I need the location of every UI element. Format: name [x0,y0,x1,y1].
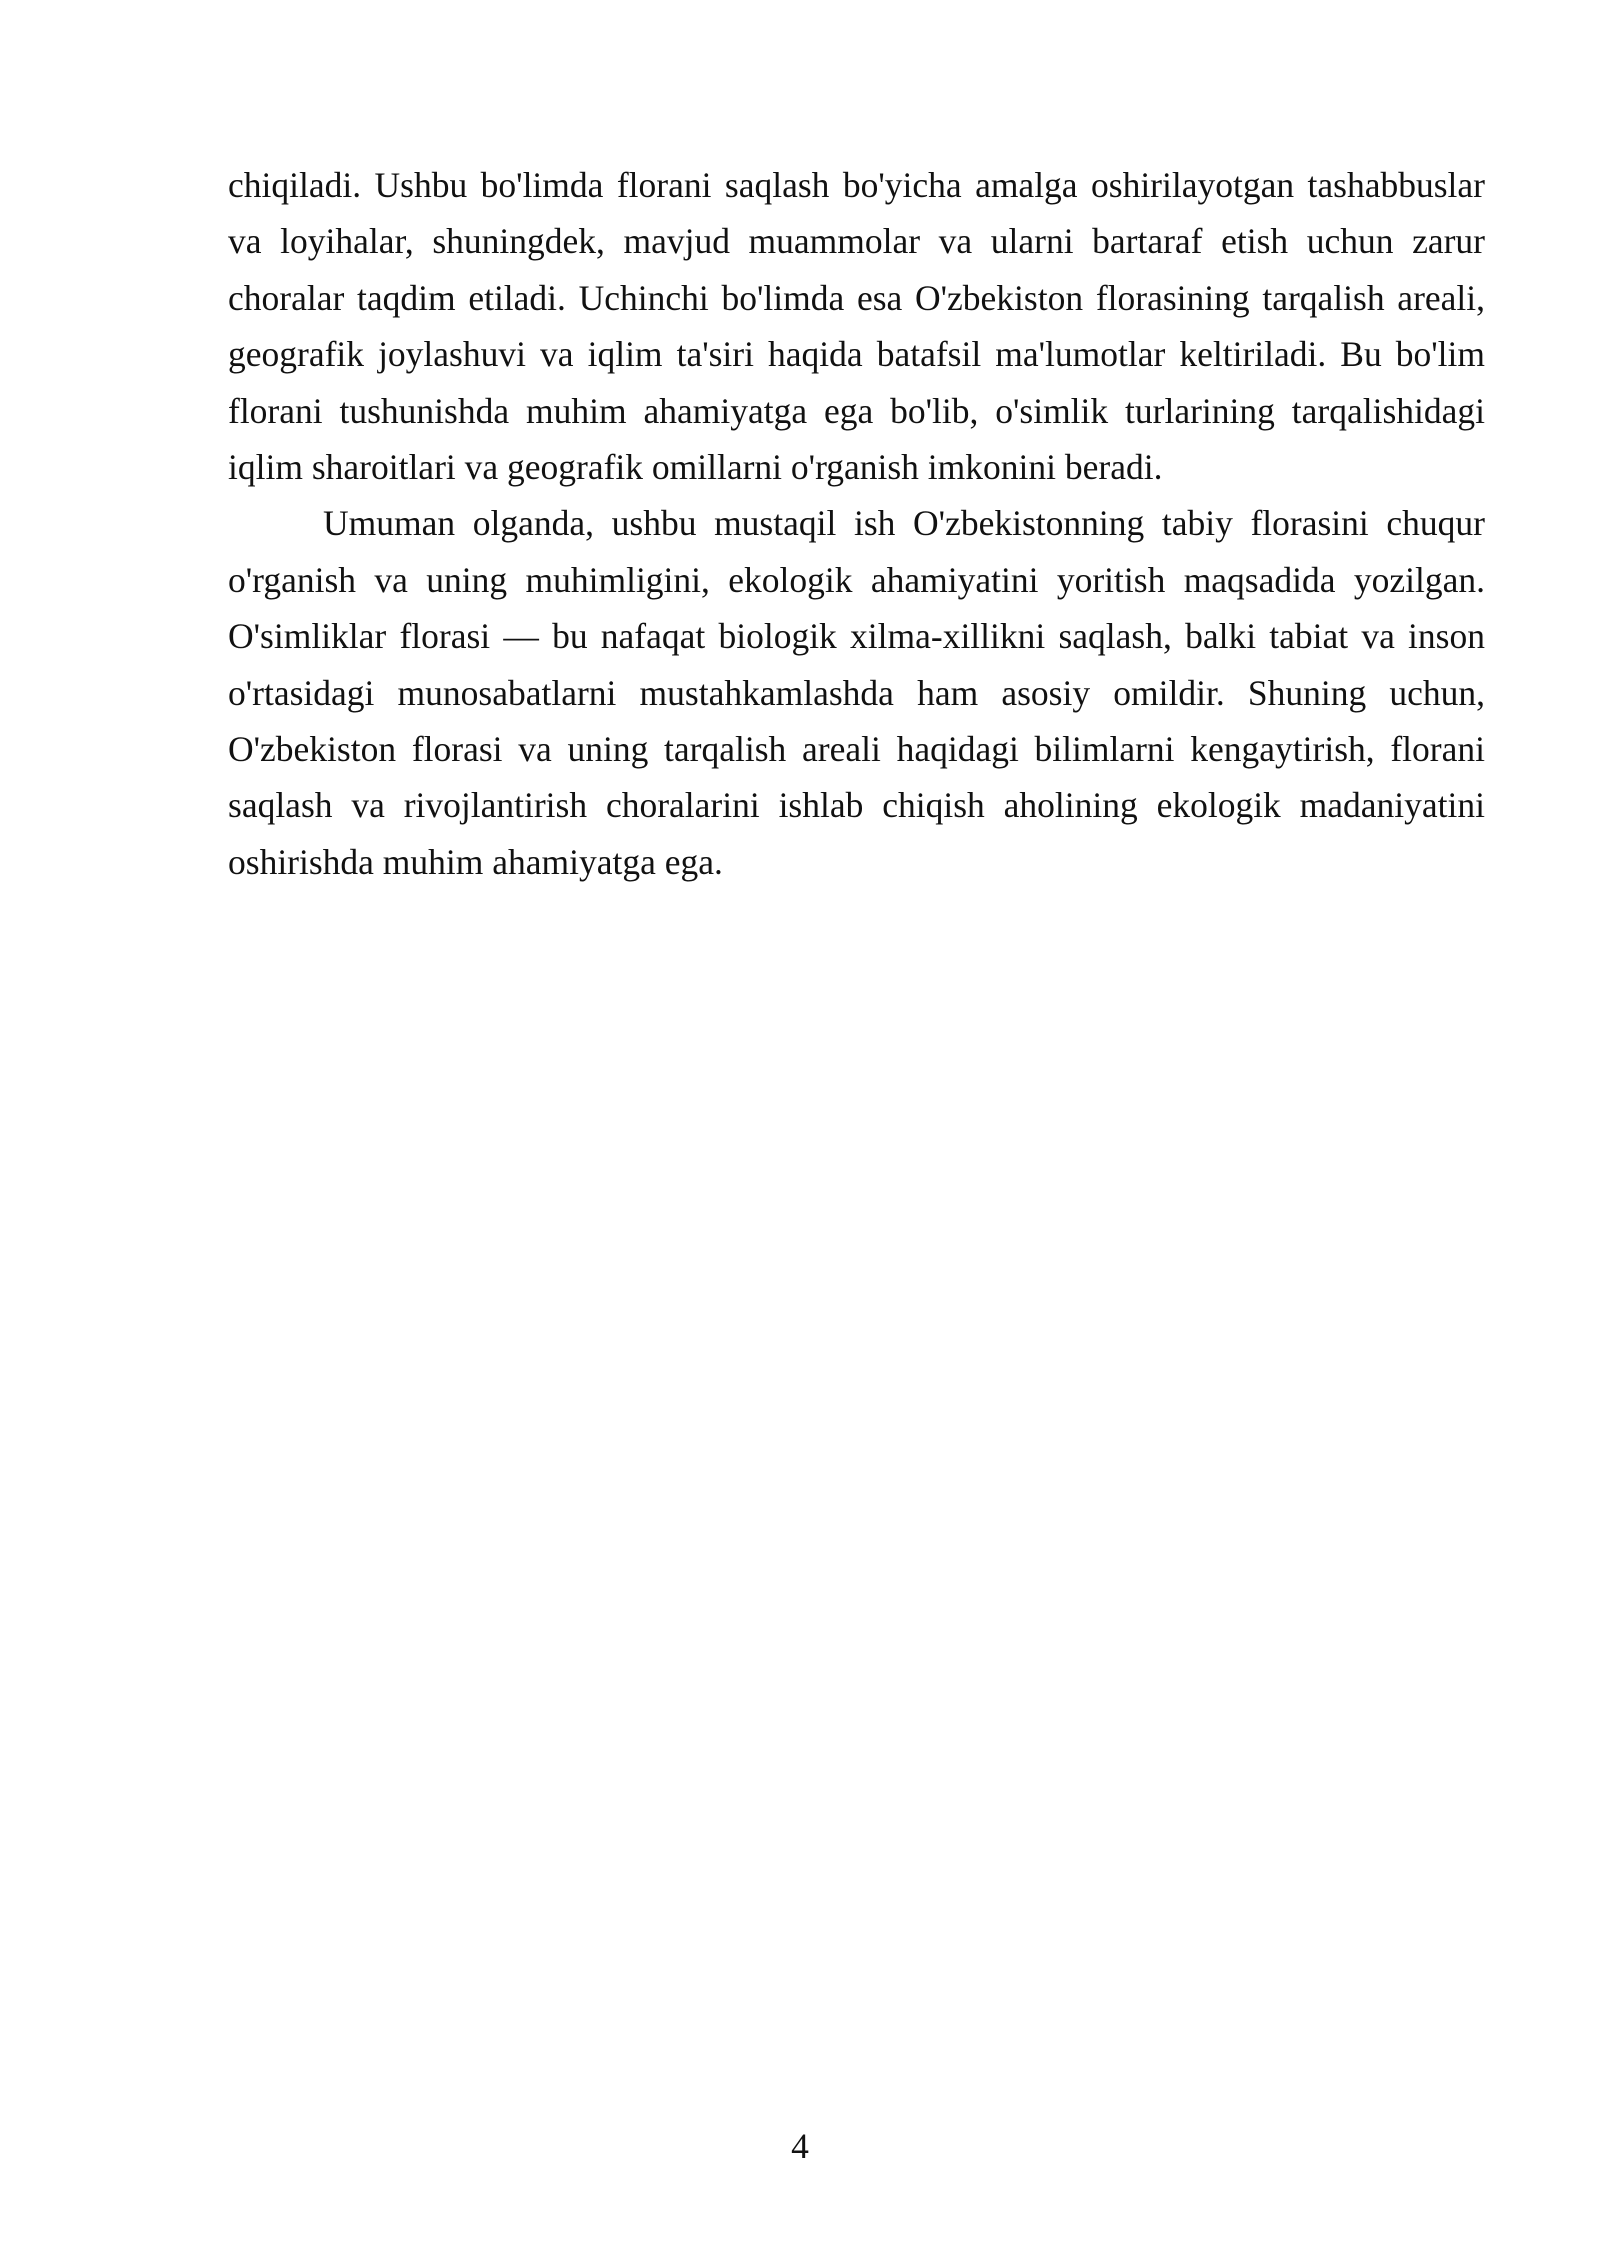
paragraph-summary: Umuman olganda, ushbu mustaqil ish O'zbekistonning tabiy florasini chuqur o'rganish va uning muhimligini, ekologik ahamiyatini yoritish maqsadida yozilgan. O'simliklar florasi — bu nafaqat biologik xilma-xillikni saqlash, balki tabiat va inson o'rtasidagi munosabatlarni mustahkamlashda ham asosiy omildir. Shuning uchun, O'zbekiston florasi va uning tarqalish areali haqidagi bilimlarni kengaytirish, florani saqlash va rivojlantirish choralarini ishlab chiqish aholining ekologik madaniyatini oshirishda muhim ahamiyatga ega. [228,503,1485,882]
paragraph-continuation: chiqiladi. Ushbu bo'limda florani saqlash bo'yicha amalga oshirilayotgan tashabbuslar va loyihalar, shuningdek, mavjud muammolar va ularni bartaraf etish uchun zarur choralar taqdim etiladi. Uchinchi bo'limda esa O'zbekiston florasining tarqalish areali, geografik joylashuvi va iqlim ta'siri haqida batafsil ma'lumotlar keltiriladi. Bu bo'lim florani tushunishda muhim ahamiyatga ega bo'lib, o'simlik turlarining tarqalishidagi iqlim sharoitlari va geografik omillarni o'rganish imkonini beradi. [228,165,1485,488]
body-text [228,157,1485,890]
page-number: 4 [791,2126,809,2166]
